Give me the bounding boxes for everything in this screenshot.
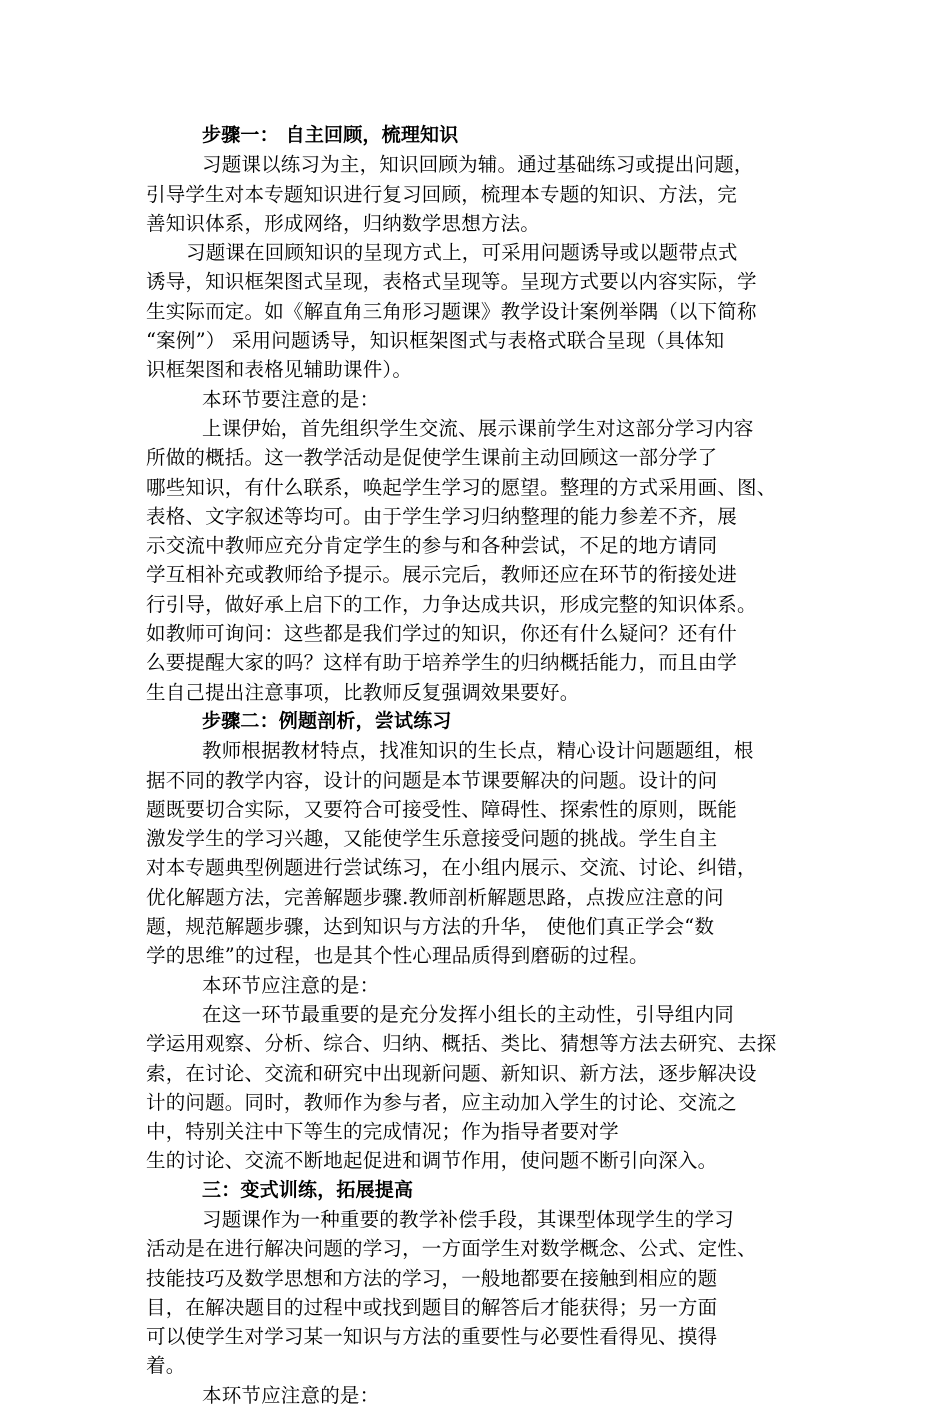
text-line: 目，在解决题目的过程中或找到题目的解答后才能获得；另一方面 <box>146 1295 718 1319</box>
text-line: 生自己提出注意事项，比教师反复强调效果要好。 <box>146 680 580 704</box>
text-line: 示交流中教师应充分肯定学生的参与和各种尝试，不足的地方请同 <box>146 534 718 558</box>
text-line: 习题课在回顾知识的呈现方式上，可采用问题诱导或以题带点式 <box>186 241 738 265</box>
text-line: 中，特别关注中下等生的完成情况；作为指导者要对学 <box>146 1120 619 1144</box>
text-line: 哪些知识，有什么联系，唤起学生学习的愿望。整理的方式采用画、图、 <box>146 475 777 499</box>
text-line: 生的讨论、交流不断地起促进和调节作用，使问题不断引向深入。 <box>146 1149 718 1173</box>
text-line: 行引导，做好承上启下的工作，力争达成共识，形成完整的知识体系。 <box>146 592 757 616</box>
text-line: 么要提醒大家的吗？这样有助于培养学生的归纳概括能力，而且由学 <box>146 651 738 675</box>
text-line: 学的思维”的过程，也是其个性心理品质得到磨砺的过程。 <box>146 944 649 968</box>
text-line: 学互相补充或教师给予提示。展示完后，教师还应在环节的衔接处进 <box>146 563 738 587</box>
text-line: “案例”） 采用问题诱导，知识框架图式与表格式联合呈现（具体知 <box>146 329 725 353</box>
text-line: 善知识体系，形成网络，归纳数学思想方法。 <box>146 211 541 235</box>
text-line: 激发学生的学习兴趣，又能使学生乐意接受问题的挑战。学生自主 <box>146 827 718 851</box>
text-line: 识框架图和表格见辅助课件）。 <box>146 358 413 382</box>
text-line: 优化解题方法，完善解题步骤.教师剖析解题思路，点拨应注意的问 <box>146 885 724 909</box>
text-line: 在这一环节最重要的是充分发挥小组长的主动性，引导组内同 <box>202 1002 734 1026</box>
text-line: 据不同的教学内容，设计的问题是本节课要解决的问题。设计的问 <box>146 768 718 792</box>
text-line: 如教师可询问：这些都是我们学过的知识，你还有什么疑问？还有什 <box>146 622 738 646</box>
text-line: 计的问题。同时，教师作为参与者，应主动加入学生的讨论、交流之 <box>146 1090 738 1114</box>
text-line: 对本专题典型例题进行尝试练习，在小组内展示、交流、讨论、纠错， <box>146 856 757 880</box>
text-line: 生实际而定。如《解直角三角形习题课》教学设计案例举隅（以下简称 <box>146 299 757 323</box>
section-heading: 步骤一： 自主回顾，梳理知识 <box>202 124 459 146</box>
text-line: 题，规范解题步骤，达到知识与方法的升华， 使他们真正学会“数 <box>146 915 715 939</box>
text-line: 习题课作为一种重要的教学补偿手段，其课型体现学生的学习 <box>202 1207 734 1231</box>
text-line: 可以使学生对学习某一知识与方法的重要性与必要性看得见、摸得 <box>146 1325 718 1349</box>
text-line: 本环节应注意的是： <box>202 1383 380 1407</box>
text-line: 学运用观察、分析、综合、归纳、概括、类比、猜想等方法去研究、去探 <box>146 1032 777 1056</box>
text-line: 上课伊始，首先组织学生交流、展示课前学生对这部分学习内容 <box>202 416 754 440</box>
text-line: 教师根据教材特点，找准知识的生长点，精心设计问题题组，根 <box>202 739 754 763</box>
text-line: 活动是在进行解决问题的学习，一方面学生对数学概念、公式、定性、 <box>146 1237 757 1261</box>
text-line: 题既要切合实际，又要符合可接受性、障碍性、探索性的原则，既能 <box>146 797 738 821</box>
text-line: 习题课以练习为主，知识回顾为辅。通过基础练习或提出问题， <box>202 153 754 177</box>
text-line: 所做的概括。这一教学活动是促使学生课前主动回顾这一部分学了 <box>146 446 718 470</box>
text-line: 本环节应注意的是： <box>202 973 380 997</box>
section-heading: 步骤二：例题剖析，尝试练习 <box>202 709 452 732</box>
text-line: 引导学生对本专题知识进行复习回顾，梳理本专题的知识、方法，完 <box>146 182 738 206</box>
text-line: 技能技巧及数学思想和方法的学习，一般地都要在接触到相应的题 <box>146 1266 718 1290</box>
text-line: 表格、文字叙述等均可。由于学生学习归纳整理的能力参差不齐，展 <box>146 504 738 528</box>
text-line: 索，在讨论、交流和研究中出现新问题、新知识、新方法，逐步解决设 <box>146 1061 757 1085</box>
text-line: 本环节要注意的是： <box>202 387 380 411</box>
text-line: 诱导，知识框架图式呈现，表格式呈现等。呈现方式要以内容实际，学 <box>146 270 757 294</box>
section-heading: 三：变式训练，拓展提高 <box>202 1178 414 1201</box>
text-line: 着。 <box>146 1354 186 1378</box>
document-body <box>146 121 818 1410</box>
